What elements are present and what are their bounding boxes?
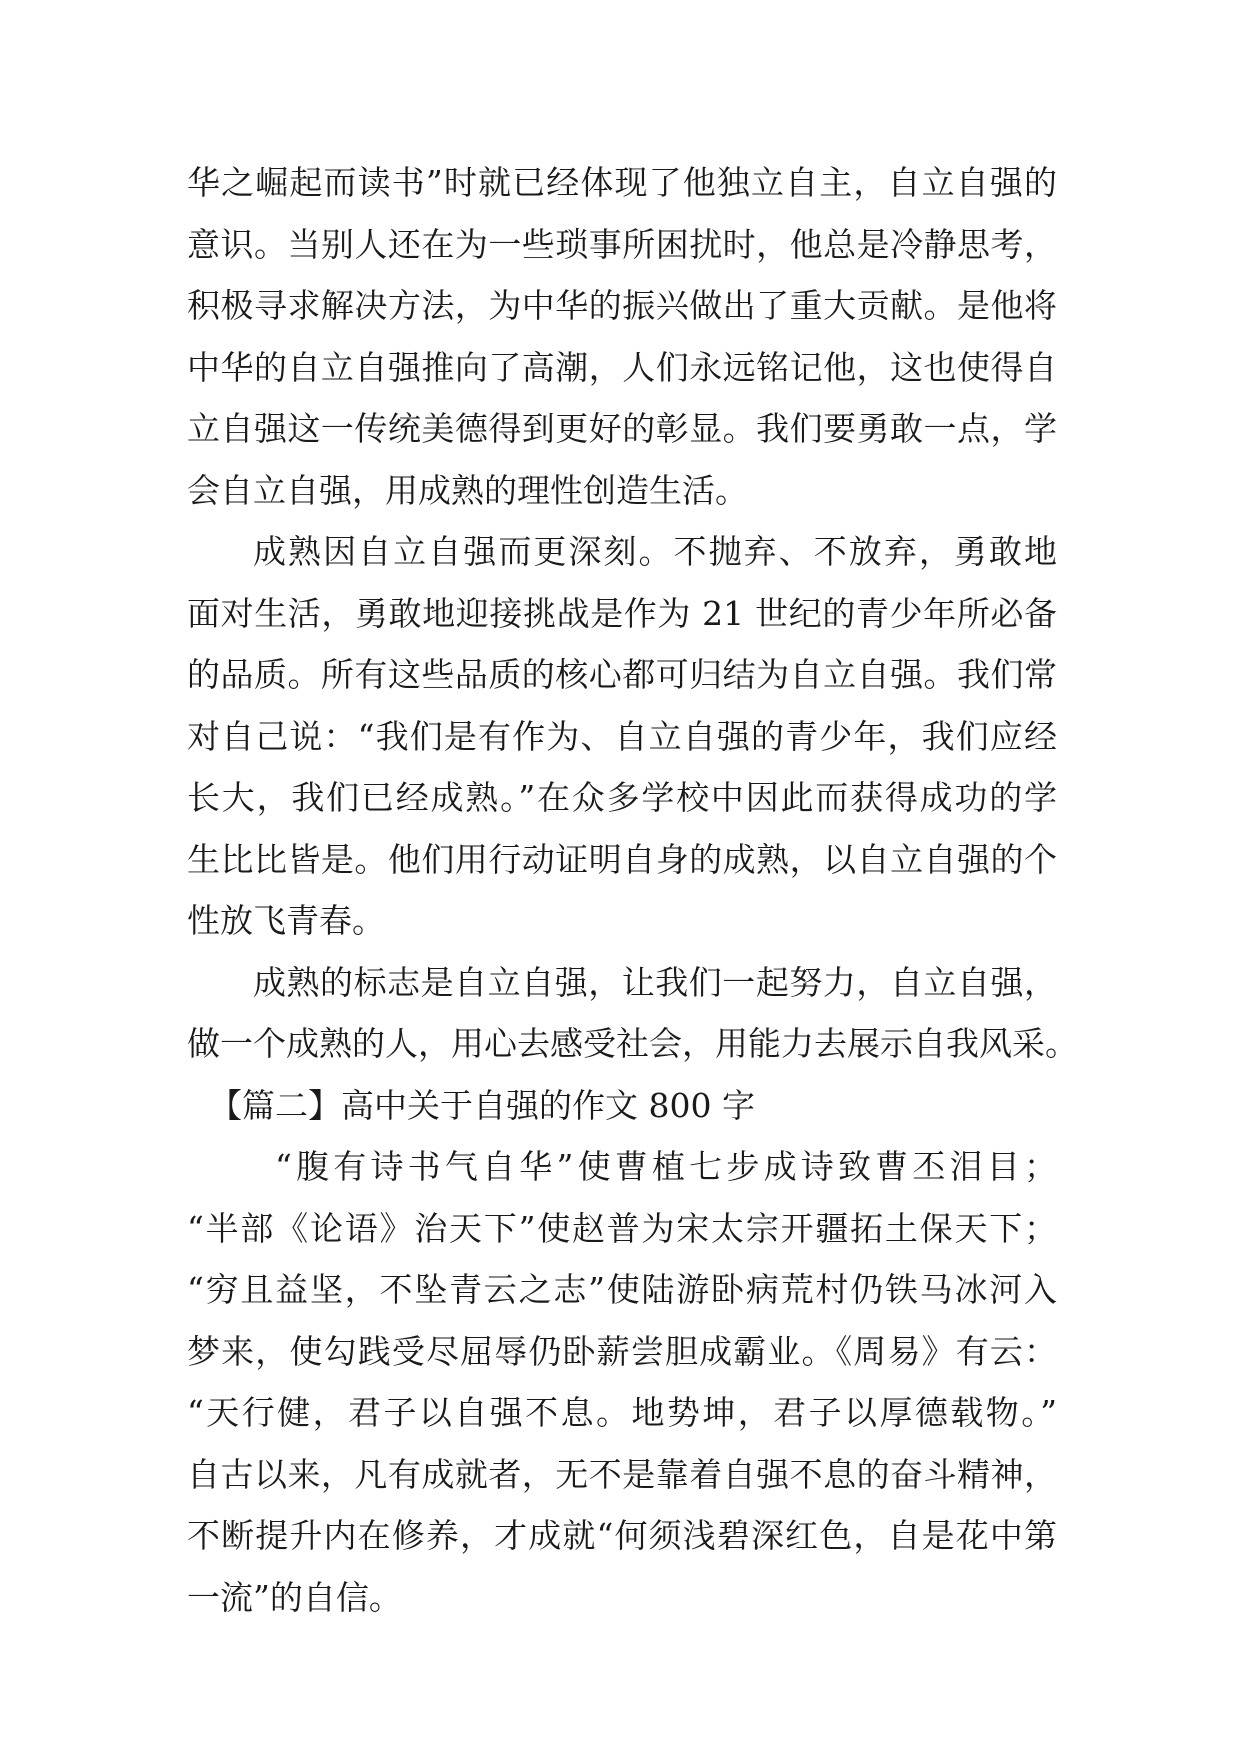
text-line: “腹有诗书气自华”使曹植七步成诗致曹丕泪目；: [275, 1147, 1057, 1186]
paragraph-2: [187, 521, 1057, 952]
paragraph-3: [187, 952, 1078, 1075]
text-line: 华之崛起而读书”时就已经体现了他独立自主，自立自强的: [187, 163, 1057, 202]
text-line: 立自强这一传统美德得到更好的彰显。我们要勇敢一点，学: [187, 409, 1057, 448]
text-line: 面对生活，勇敢地迎接挑战是作为 21 世纪的青少年所必备: [187, 593, 1057, 633]
text-line: 自古以来，凡有成就者，无不是靠着自强不息的奋斗精神，: [187, 1454, 1057, 1494]
text-line: 性放飞青春。: [187, 901, 385, 940]
text-line: 积极寻求解决方法，为中华的振兴做出了重大贡献。是他将: [187, 286, 1057, 325]
text-line: 意识。当别人还在为一些琐事所困扰时，他总是冷静思考，: [187, 224, 1057, 264]
text-line: 生比比皆是。他们用行动证明自身的成熟，以自立自强的个: [187, 839, 1057, 879]
paragraph-4: [187, 1136, 1057, 1628]
section-heading: 【篇二】高中关于自强的作文 800 字: [209, 1085, 755, 1125]
text-line: 对自己说：“我们是有作为、自立自强的青少年，我们应经: [187, 716, 1057, 756]
text-line: “穷且益坚，不坠青云之志”使陆游卧病荒村仍铁马冰河入: [187, 1270, 1057, 1309]
text-line: 成熟因自立自强而更深刻。不抛弃、不放弃，勇敢地: [253, 532, 1057, 571]
document-body: [187, 152, 1078, 1628]
text-line: 一流”的自信。: [187, 1577, 402, 1617]
text-line: 中华的自立自强推向了高潮，人们永远铭记他，这也使得自: [187, 347, 1057, 387]
text-line: “天行健，君子以自强不息。地势坤，君子以厚德载物。”: [187, 1393, 1057, 1432]
text-line: 成熟的标志是自立自强，让我们一起努力，自立自强，: [253, 962, 1057, 1002]
text-line: “半部《论语》治天下”使赵普为宋太宗开疆拓土保天下；: [187, 1208, 1057, 1248]
text-line: 做一个成熟的人，用心去感受社会，用能力去展示自我风采。: [187, 1024, 1078, 1063]
text-line: 会自立自强，用成熟的理性创造生活。: [187, 470, 748, 510]
text-line: 梦来，使勾践受尽屈辱仍卧薪尝胆成霸业。《周易》有云：: [187, 1331, 1057, 1371]
text-line: 长大，我们已经成熟。”在众多学校中因此而获得成功的学: [187, 778, 1057, 817]
paragraph-1: [187, 152, 1057, 521]
text-line: 不断提升内在修养，才成就“何须浅碧深红色，自是花中第: [187, 1516, 1057, 1555]
text-line: 的品质。所有这些品质的核心都可归结为自立自强。我们常: [187, 655, 1057, 694]
